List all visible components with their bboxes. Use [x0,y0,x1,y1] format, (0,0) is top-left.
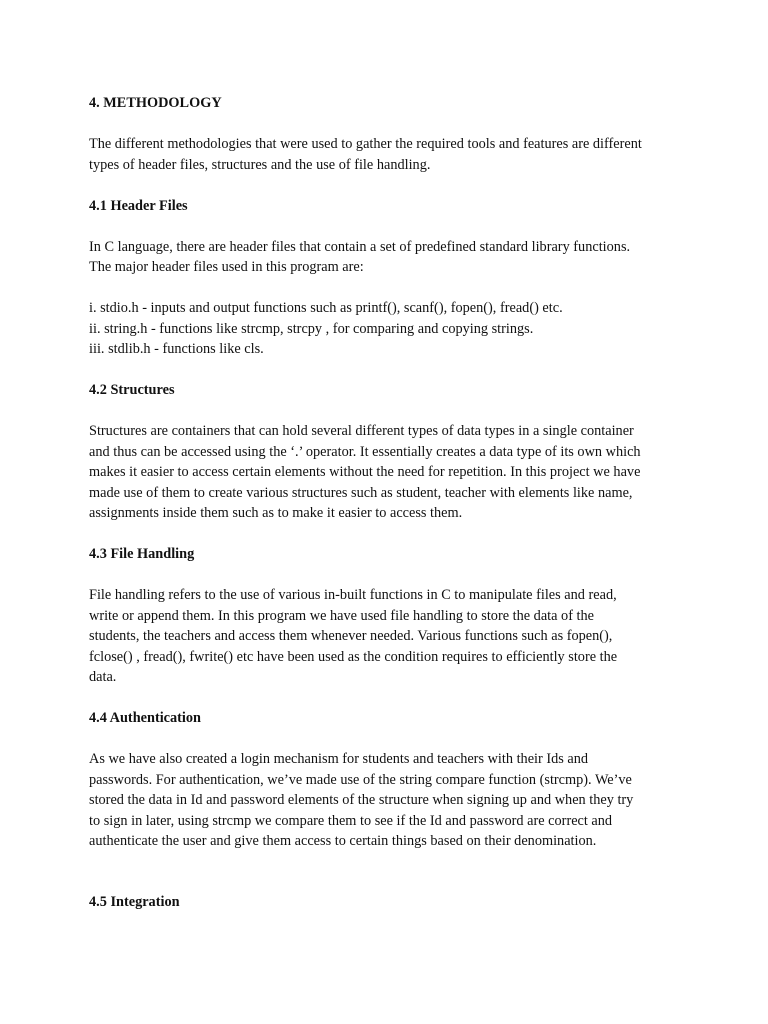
text-line: makes it easier to access certain elements without the need for repetition. In this project we have [89,464,641,480]
text-line: and thus can be accessed using the ‘.’ operator. It essentially creates a data type of its own which [89,443,641,460]
text-line: passwords. For authentication, we’ve made use of the string compare function (strcmp). We’ve [89,771,632,788]
text-line: In C language, there are header files that contain a set of predefined standard library functions. [89,238,631,255]
intro-paragraph [89,134,689,175]
text-line: students, the teachers and access them whenever needed. Various functions such as fopen(), [89,628,613,644]
structures-paragraph [89,421,689,524]
section-title: 4. METHODOLOGY [89,95,222,111]
header-files-paragraph [89,237,689,278]
document-page [89,93,689,912]
list-item: iii. stdlib.h - functions like cls. [89,341,264,357]
text-line: Structures are containers that can hold several different types of data types in a single container [89,423,634,439]
text-line: fclose() , fread(), fwrite() etc have been used as the condition requires to efficiently store the [89,648,618,665]
list-item: ii. string.h - functions like strcmp, strcpy , for comparing and copying strings. [89,320,534,337]
text-line: authenticate the user and give them access to certain things based on their denomination. [89,833,597,849]
file-handling-paragraph [89,585,689,688]
text-line: stored the data in Id and password elements of the structure when signing up and when they try [89,792,634,808]
text-line: write or append them. In this program we have used file handling to store the data of the [89,607,595,624]
text-line: assignments inside them such as to make it easier to access them. [89,505,463,521]
heading-authentication: 4.4 Authentication [89,710,202,726]
text-line: to sign in later, using strcmp we compare them to see if the Id and password are correct and [89,812,613,829]
text-line: File handling refers to the use of various in-built functions in C to manipulate files and read, [89,587,617,603]
text-line: data. [89,669,117,685]
heading-integration: 4.5 Integration [89,893,180,910]
text-line: As we have also created a login mechanism for students and teachers with their Ids and [89,751,589,767]
text-line: made use of them to create various structures such as student, teacher with elements like name, [89,484,633,501]
header-files-list [89,298,689,360]
text-line: The different methodologies that were used to gather the required tools and features are different [89,136,642,152]
text-line: types of header files, structures and the use of file handling. [89,156,431,173]
heading-header-files: 4.1 Header Files [89,197,188,214]
authentication-paragraph [89,749,689,852]
list-item: i. stdio.h - inputs and output functions such as printf(), scanf(), fopen(), fread() etc. [89,300,563,316]
heading-structures: 4.2 Structures [89,382,175,398]
text-line: The major header files used in this program are: [89,259,364,275]
heading-file-handling: 4.3 File Handling [89,546,195,562]
